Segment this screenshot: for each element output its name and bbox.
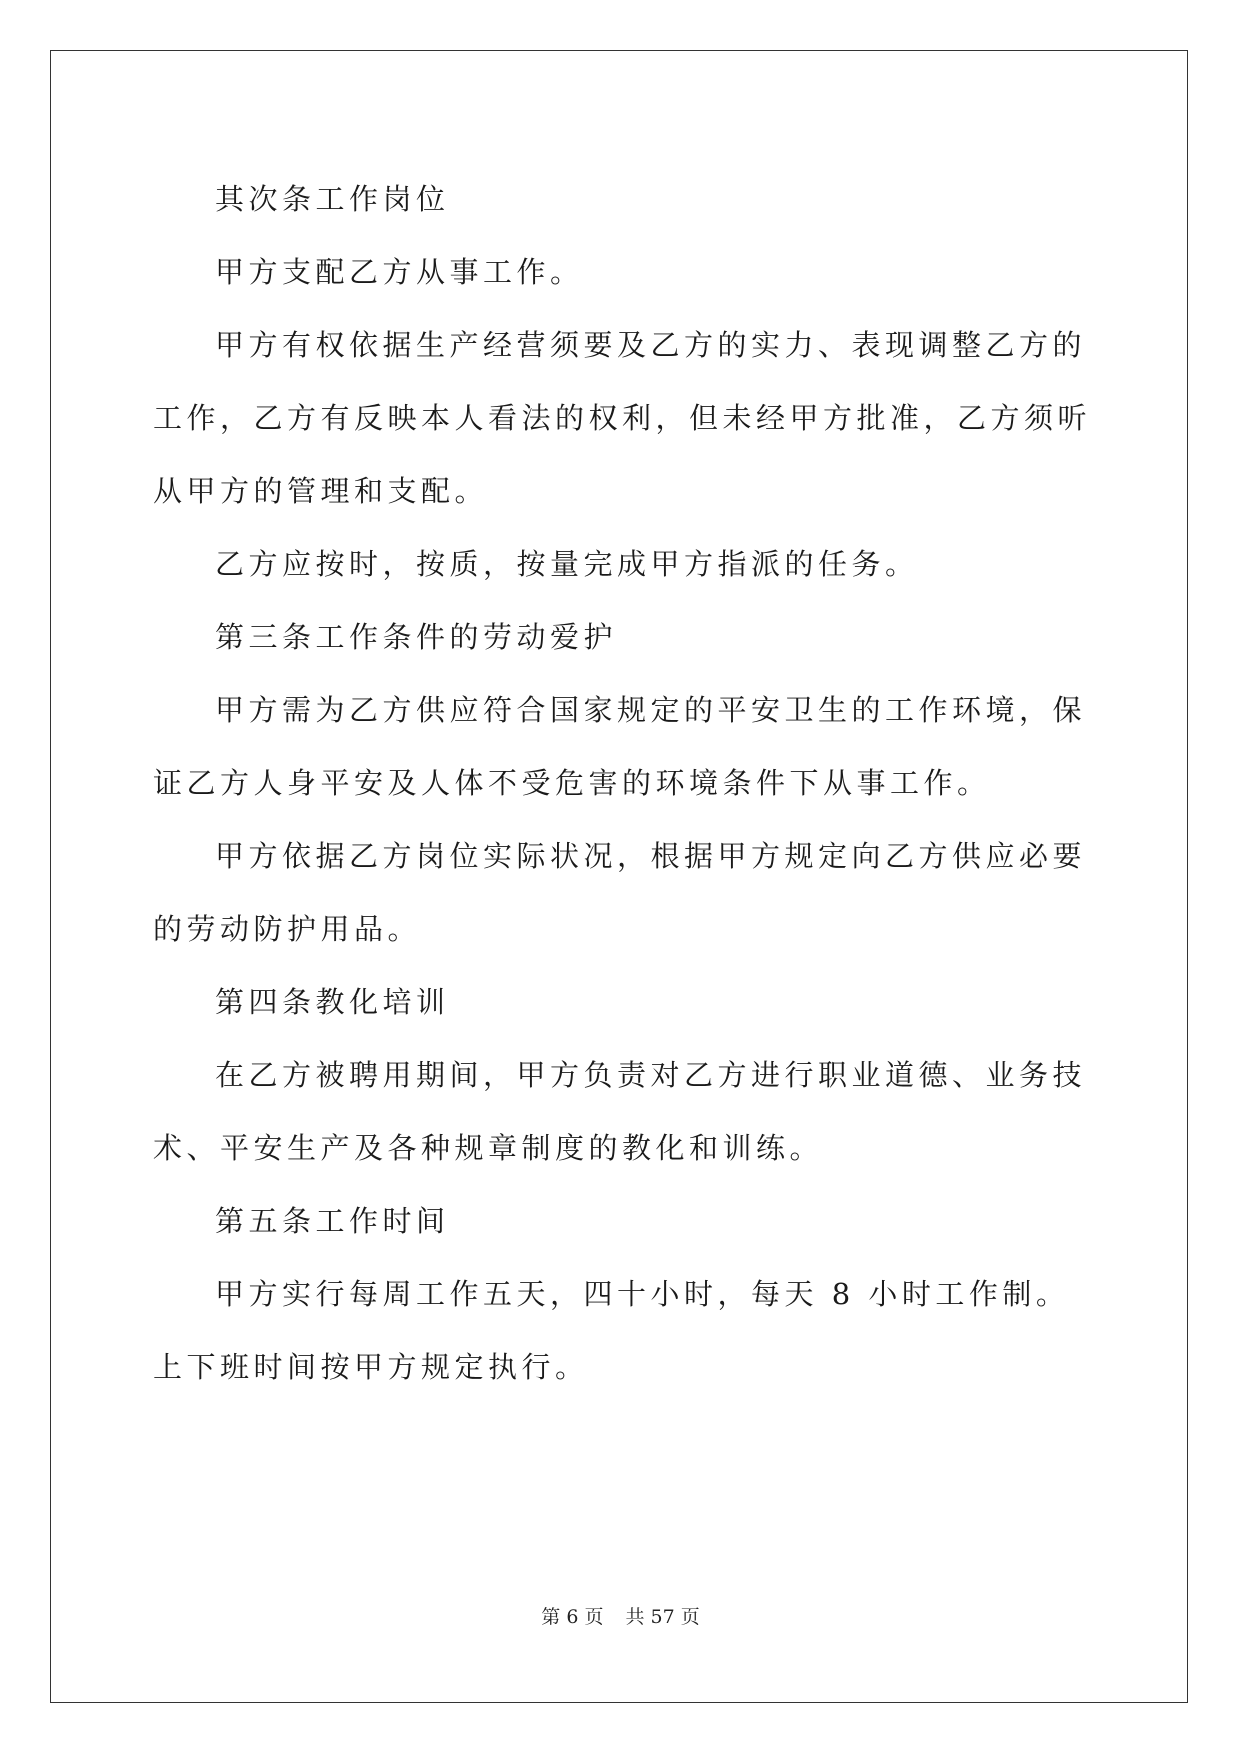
paragraph: 其次条工作岗位 (215, 182, 450, 216)
page-footer (0, 1602, 1241, 1629)
paragraph: 第四条教化培训 (215, 985, 450, 1019)
paragraph: 甲方依据乙方岗位实际状况，根据甲方规定向乙方供应必要的劳动防护用品。 (153, 839, 1087, 946)
paragraph: 乙方应按时，按质，按量完成甲方指派的任务。 (215, 547, 919, 581)
paragraph: 甲方有权依据生产经营须要及乙方的实力、表现调整乙方的工作，乙方有反映本人看法的权利，但未经甲方批准，乙方须听从甲方的管理和支配。 (153, 328, 1092, 508)
paragraph: 甲方需为乙方供应符合国家规定的平安卫生的工作环境，保证乙方人身平安及人体不受危害的环境条件下从事工作。 (153, 693, 1087, 800)
page-number: 第 6 页 (541, 1606, 604, 1628)
paragraph: 甲方支配乙方从事工作。 (215, 255, 584, 289)
paragraph: 甲方实行每周工作五天，四十小时，每天 8 小时工作制。上下班时间按甲方规定执行。 (153, 1277, 1070, 1384)
page-total: 共 57 页 (625, 1606, 700, 1628)
document-body (153, 163, 1093, 1404)
paragraph: 第三条工作条件的劳动爱护 (215, 620, 618, 654)
paragraph: 在乙方被聘用期间，甲方负责对乙方进行职业道德、业务技术、平安生产及各种规章制度的教化和训练。 (153, 1058, 1087, 1165)
paragraph: 第五条工作时间 (215, 1204, 450, 1238)
